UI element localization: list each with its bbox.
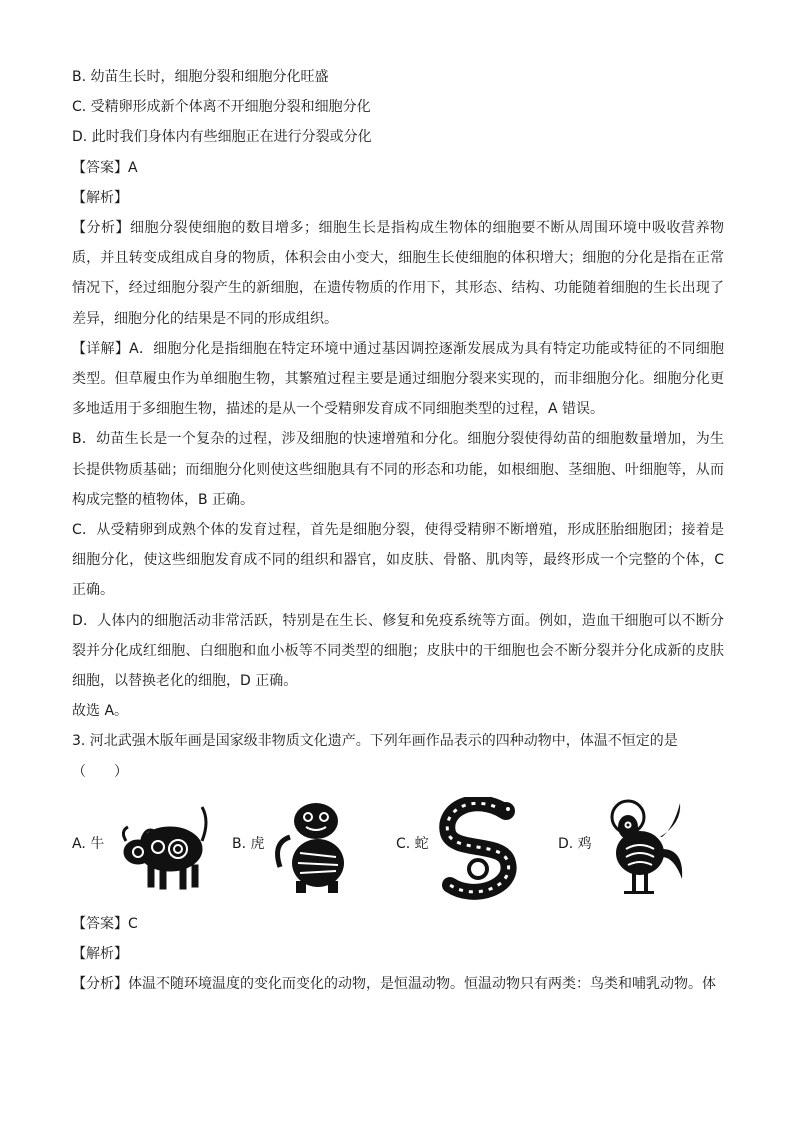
option-ox-label: A. 牛 <box>72 835 105 852</box>
analysis-paragraph-2: 【分析】体温不随环境温度的变化而变化的动物，是恒温动物。恒温动物只有两类：鸟类和哺乳动物。体 <box>72 976 716 993</box>
option-tiger[interactable] <box>232 791 382 909</box>
option-rooster[interactable] <box>558 791 724 909</box>
answer-label: 【答案】A <box>72 159 138 176</box>
analysis-label: 【解析】 <box>72 189 128 206</box>
question-3-text: 3. 河北武强木版年画是国家级非物质文化遗产。下列年画作品表示的四种动物中，体温不恒定的是 <box>72 733 678 750</box>
option-c-text: C. 受精卵形成新个体离不开细胞分裂和细胞分化 <box>72 99 371 116</box>
snake-woodcut-icon <box>434 797 524 901</box>
option-b-text: B. 幼苗生长时，细胞分裂和细胞分化旺盛 <box>72 69 329 85</box>
ox-woodcut-icon <box>118 797 208 897</box>
detail-paragraph-b: B．幼苗生长是一个复杂的过程，涉及细胞的快速增殖和分化。细胞分裂使得幼苗的细胞数量增加，为生长提供物质基础；而细胞分化则使这些细胞具有不同的形态和功能，如根细胞、茎细胞、叶细胞等，从而构成完整的植物体，B 正确。 <box>72 431 724 508</box>
option-snake[interactable] <box>396 791 546 909</box>
tiger-woodcut-icon <box>270 797 358 897</box>
option-ox[interactable] <box>72 791 222 909</box>
analysis-paragraph: 【分析】细胞分裂使细胞的数目增多；细胞生长是指构成生物体的细胞要不断从周围环境中吸收营养物质，并且转变成组成自身的物质，体积会由小变大，细胞生长使细胞的体积增大；细胞的分化是指在正常情况下，经过细胞分裂产生的新细胞，在遗传物质的作用下，其形态、结构、功能随着细胞的生长出现了差异，细胞分化的结果是不同的形成组织。 <box>72 220 724 327</box>
rooster-woodcut-icon <box>598 797 688 897</box>
conclusion-text: 故选 A。 <box>72 703 129 720</box>
detail-paragraph-c: C．从受精卵到成熟个体的发育过程，首先是细胞分裂，使得受精卵不断增殖，形成胚胎细胞团；接着是细胞分化，使这些细胞发育成不同的组织和器官，如皮肤、骨骼、肌肉等，最终形成一个完整的个体，C 正确。 <box>72 522 724 599</box>
option-rooster-label: D. 鸡 <box>558 835 592 852</box>
option-tiger-label: B. 虎 <box>232 835 265 852</box>
option-snake-label: C. 蛇 <box>396 835 429 852</box>
animal-options <box>72 791 724 909</box>
question-3-paren: （ ） <box>72 763 128 780</box>
option-d-text: D. 此时我们身体内有些细胞正在进行分裂或分化 <box>72 129 372 146</box>
analysis-label-2: 【解析】 <box>72 946 128 963</box>
answer-label-2: 【答案】C <box>72 915 138 932</box>
document-page <box>72 62 724 999</box>
detail-paragraph-a: 【详解】A．细胞分化是指细胞在特定环境中通过基因调控逐渐发展成为具有特定功能或特征的不同细胞类型。但草履虫作为单细胞生物，其繁殖过程主要是通过细胞分裂来实现的，而非细胞分化。细胞分化更多地适用于多细胞生物，描述的是从一个受精卵发育成不同细胞类型的过程，A 错误。 <box>72 340 724 418</box>
detail-paragraph-d: D．人体内的细胞活动非常活跃，特别是在生长、修复和免疫系统等方面。例如，造血干细胞可以不断分裂并分化成红细胞、白细胞和血小板等不同类型的细胞；皮肤中的干细胞也会不断分裂并分化成新的皮肤细胞，以替换老化的细胞，D 正确。 <box>72 612 724 690</box>
